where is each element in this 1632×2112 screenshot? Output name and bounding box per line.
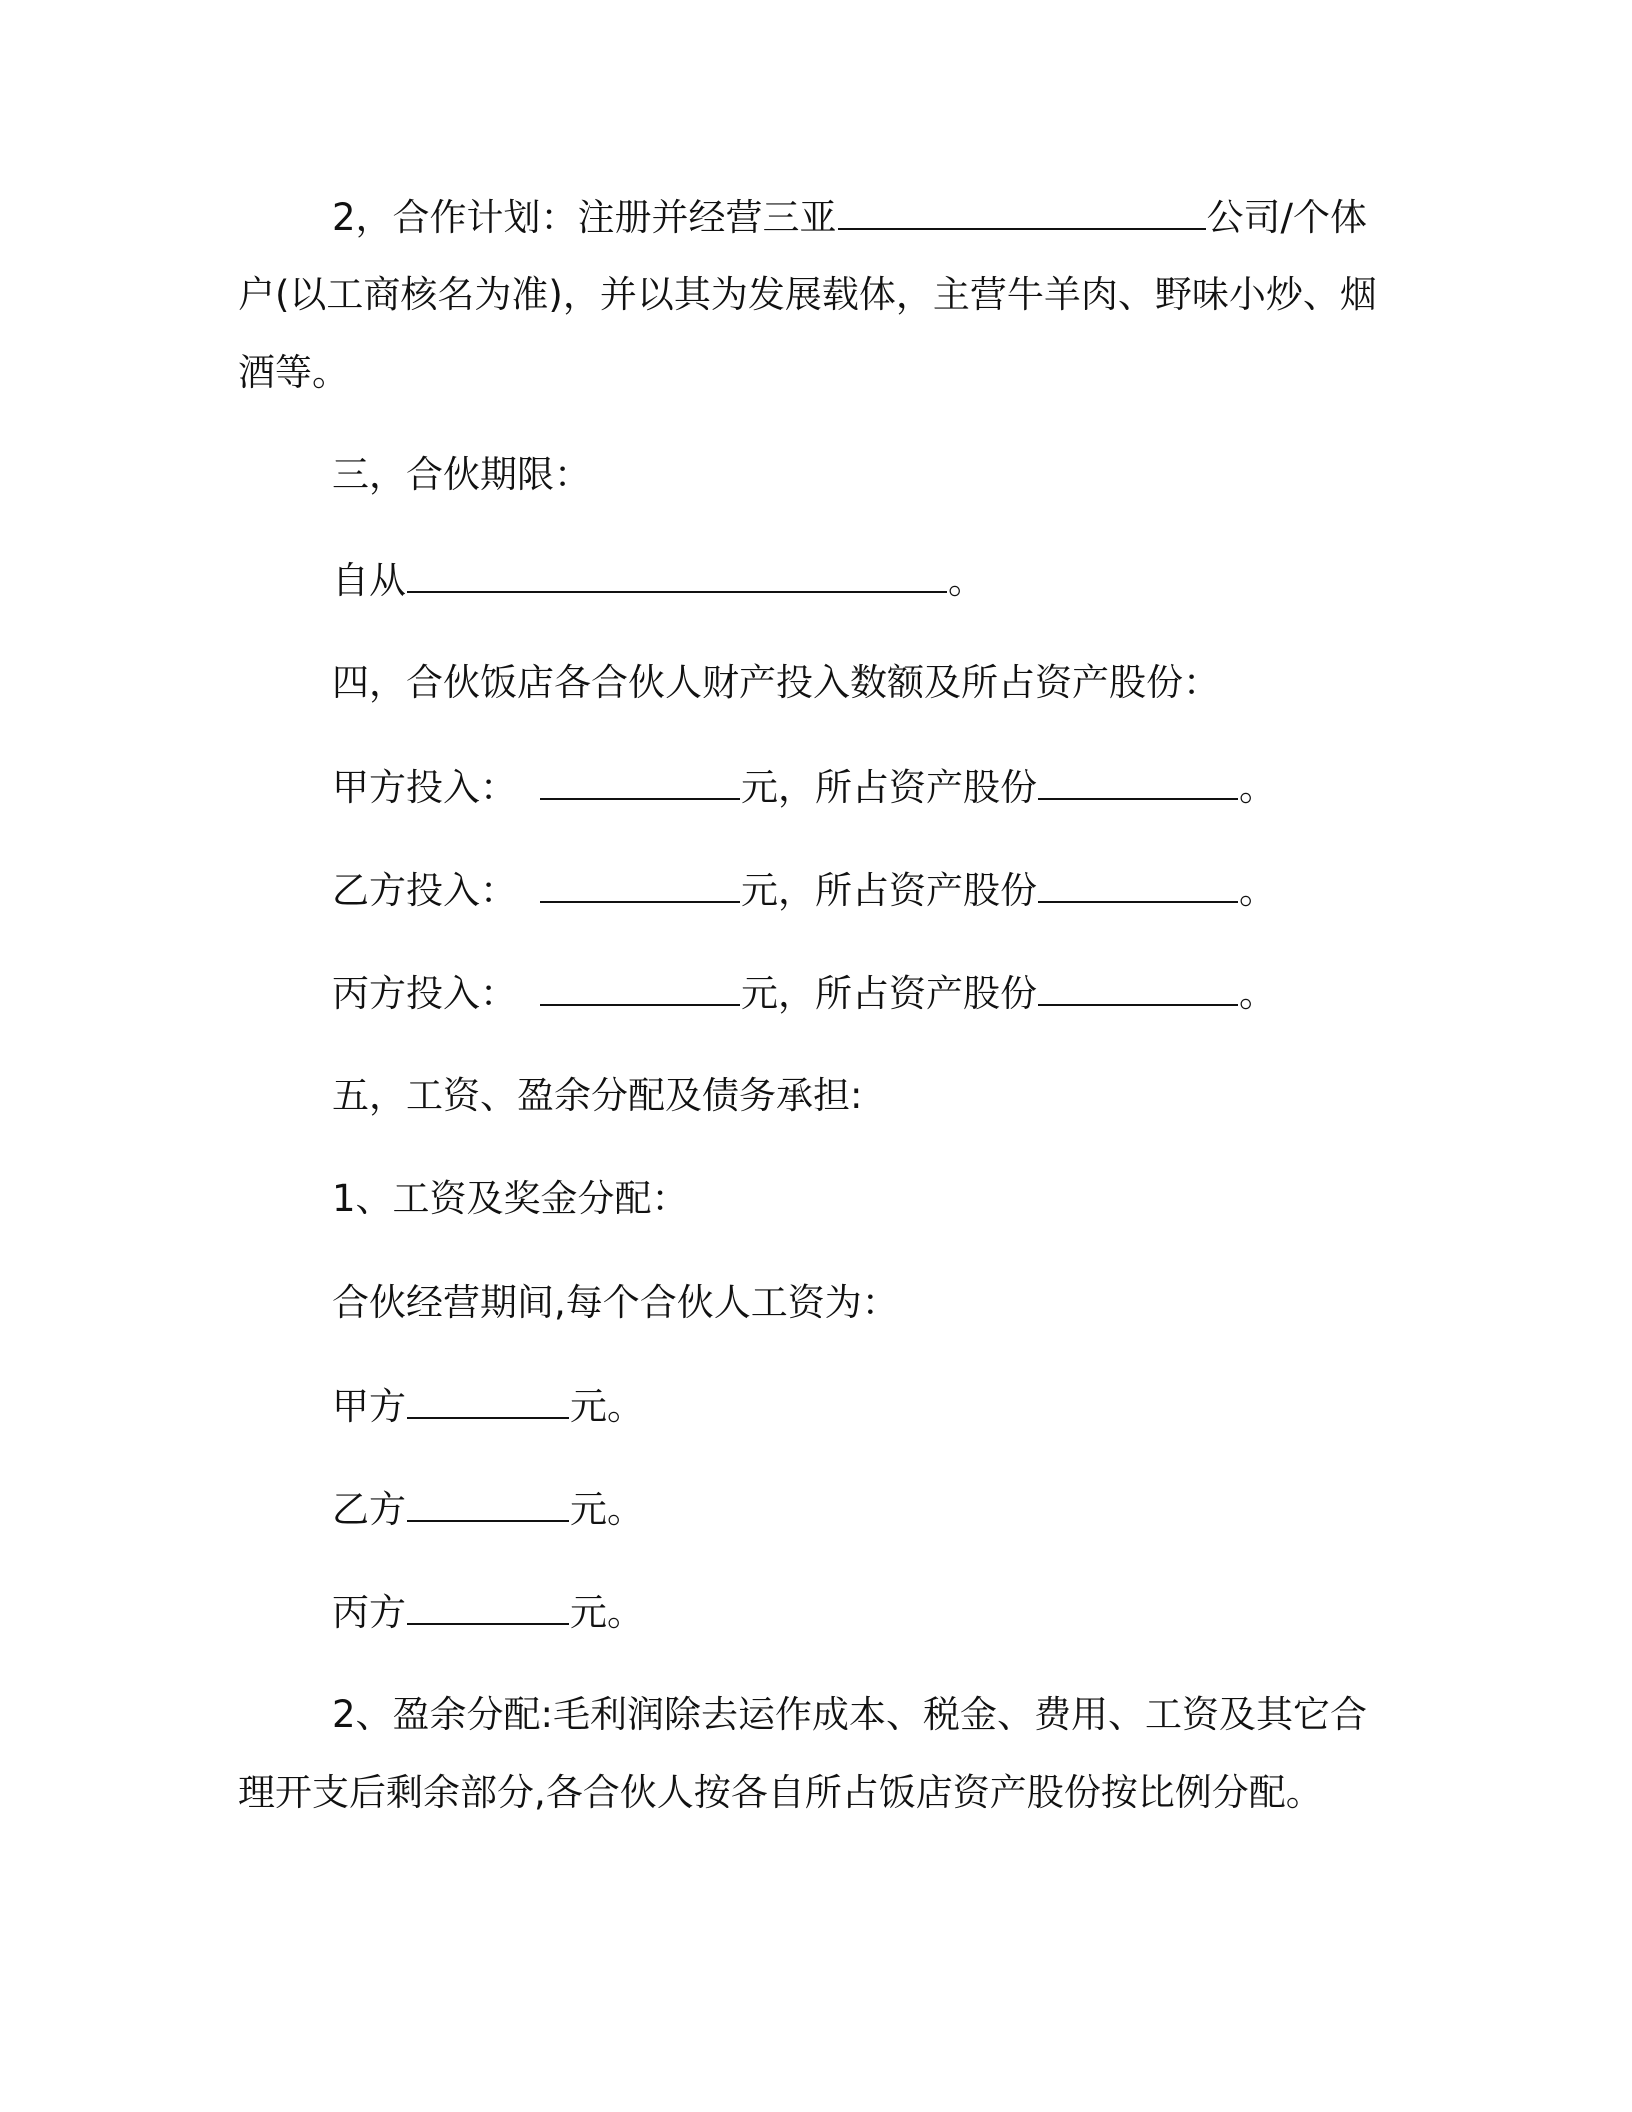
- investment-label-c: 丙方投入：: [332, 972, 517, 1015]
- investment-unit-c: 元，所占资产股份: [741, 972, 1037, 1015]
- investment-unit-b: 元，所占资产股份: [741, 869, 1037, 912]
- plan-line-2: 户(以工商核名为准)，并以其为发展载体，主营牛羊肉、野味小炒、烟: [238, 273, 1377, 316]
- company-name-blank[interactable]: [838, 192, 1206, 230]
- salary-end-a: 元。: [570, 1385, 644, 1428]
- section-4-title: 四，合伙饭店各合伙人财产投入数额及所占资产股份：: [332, 661, 1220, 704]
- plan-line-1: [332, 192, 1367, 243]
- share-blank-c[interactable]: [1038, 968, 1238, 1006]
- investment-end-a: 。: [1239, 766, 1276, 809]
- salary-intro: 合伙经营期间,每个合伙人工资为：: [332, 1281, 899, 1324]
- partnership-term-line: [332, 555, 985, 606]
- investment-row-a: [332, 762, 1276, 813]
- salary-blank-c[interactable]: [407, 1587, 569, 1625]
- investment-row-c: [332, 968, 1276, 1019]
- salary-row-a: [332, 1381, 644, 1432]
- term-suffix: 。: [948, 559, 985, 602]
- section-5-sub-1: 1、工资及奖金分配：: [332, 1177, 689, 1220]
- salary-end-c: 元。: [570, 1591, 644, 1634]
- surplus-line-1: 2、盈余分配:毛利润除去运作成本、税金、费用、工资及其它合: [332, 1693, 1368, 1736]
- investment-label-b: 乙方投入：: [332, 869, 517, 912]
- surplus-line-2: 理开支后剩余部分,各合伙人按各自所占饭店资产股份按比例分配。: [238, 1771, 1323, 1814]
- share-blank-b[interactable]: [1038, 865, 1238, 903]
- plan-line-3: 酒等。: [238, 351, 349, 394]
- plan-line-1-prefix: 2，合作计划：注册并经营三亚: [332, 196, 837, 239]
- salary-label-b: 乙方: [332, 1488, 406, 1531]
- salary-row-c: [332, 1587, 644, 1638]
- salary-row-b: [332, 1484, 644, 1535]
- investment-label-a: 甲方投入：: [332, 766, 517, 809]
- term-prefix: 自从: [332, 559, 406, 602]
- investment-end-c: 。: [1239, 972, 1276, 1015]
- salary-label-c: 丙方: [332, 1591, 406, 1634]
- term-blank[interactable]: [407, 555, 947, 593]
- salary-blank-b[interactable]: [407, 1484, 569, 1522]
- investment-end-b: 。: [1239, 869, 1276, 912]
- plan-line-1-suffix: 公司/个体: [1206, 196, 1368, 239]
- investment-unit-a: 元，所占资产股份: [741, 766, 1037, 809]
- section-5-title: 五，工资、盈余分配及债务承担:: [332, 1074, 863, 1117]
- investment-row-b: [332, 865, 1276, 916]
- salary-blank-a[interactable]: [407, 1381, 569, 1419]
- investment-amount-blank-a[interactable]: [540, 762, 740, 800]
- salary-label-a: 甲方: [332, 1385, 406, 1428]
- share-blank-a[interactable]: [1038, 762, 1238, 800]
- investment-amount-blank-b[interactable]: [540, 865, 740, 903]
- salary-end-b: 元。: [570, 1488, 644, 1531]
- investment-amount-blank-c[interactable]: [540, 968, 740, 1006]
- section-3-title: 三，合伙期限：: [332, 453, 591, 496]
